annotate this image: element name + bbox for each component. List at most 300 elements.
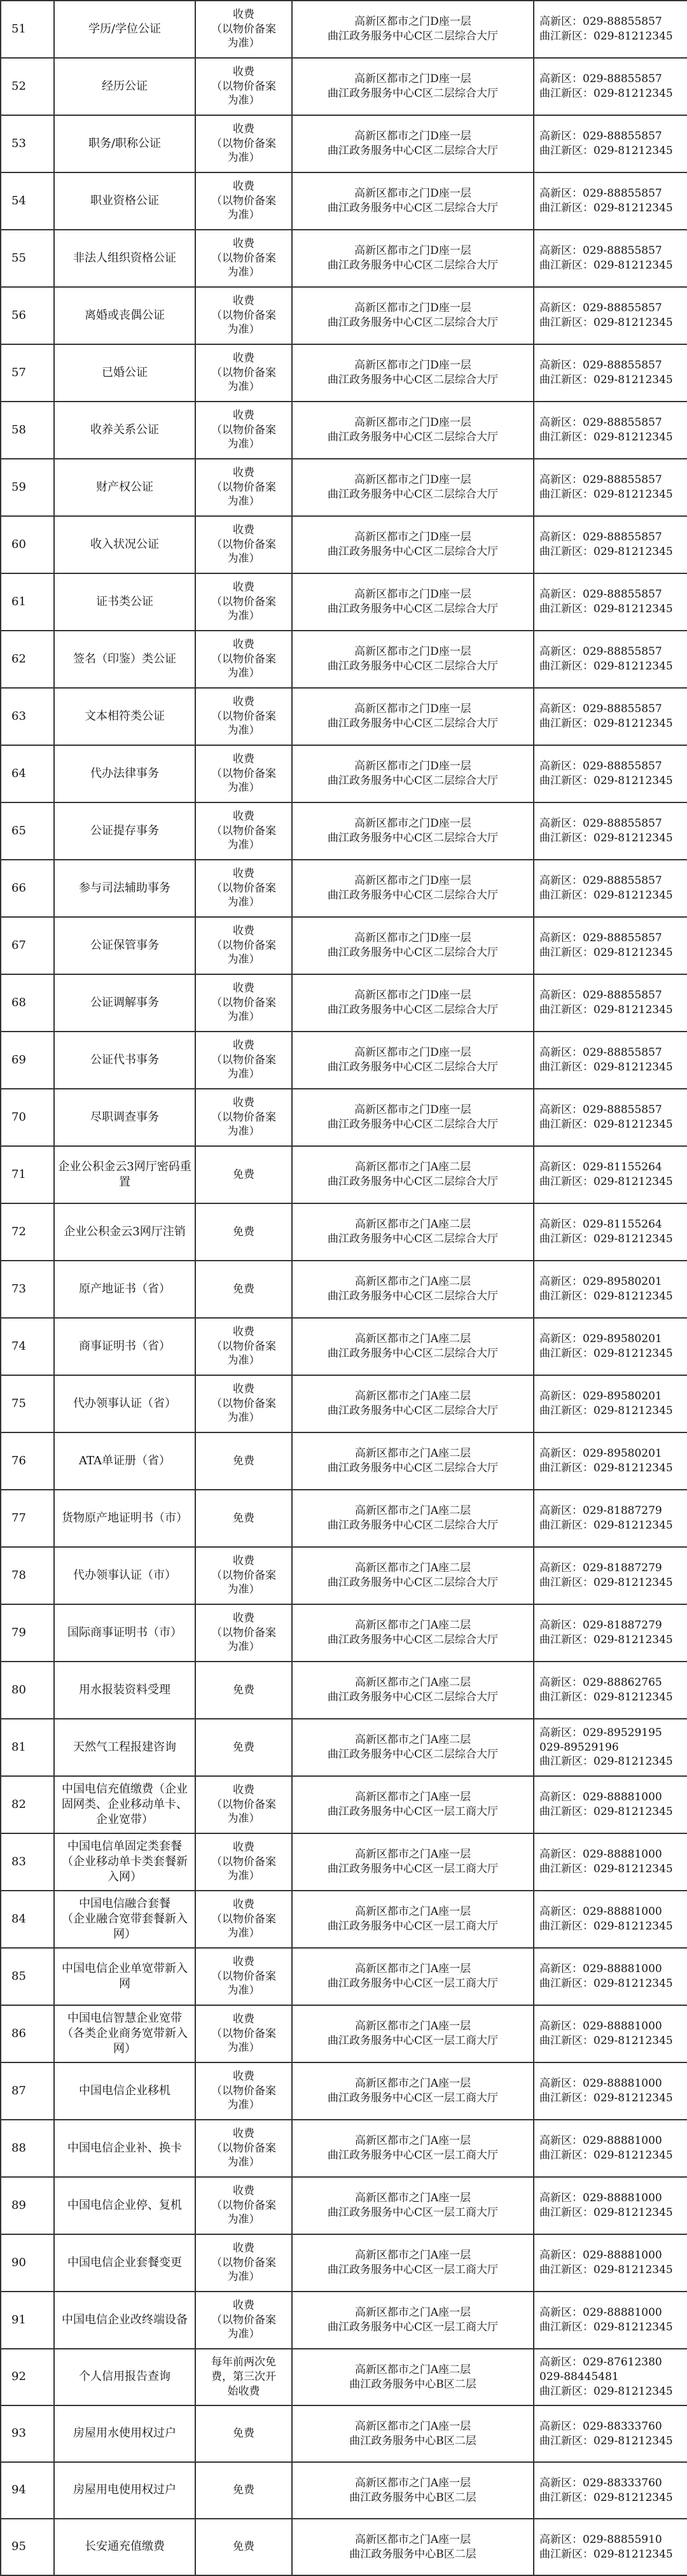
fee-status: [195, 459, 292, 516]
service-location-line: 曲江政务服务中心C区二层综合大厅: [327, 1290, 498, 1303]
fee-status-line: （以物价备案: [211, 2256, 276, 2269]
service-location: [292, 1719, 534, 1776]
service-name-line: 中国电信单固定类套餐: [67, 1839, 182, 1853]
fee-status-line: 为准）: [227, 2156, 260, 2169]
fee-status-line: 为准）: [227, 94, 260, 108]
service-location: [292, 1203, 534, 1261]
contact-phone-line: 曲江新区：029-81212345: [539, 1175, 673, 1188]
table-row: [1, 1375, 687, 1432]
service-name-line: 中国电信企业单宽带新入: [62, 1961, 188, 1975]
contact-phone: [534, 1662, 687, 1719]
service-name-line: 中国电信充值缴费（企业: [62, 1782, 188, 1796]
fee-status: [195, 344, 292, 402]
contact-phone: [534, 1318, 687, 1375]
fee-status-line: （以物价备案: [211, 652, 276, 666]
fee-status-line: （以物价备案: [211, 1110, 276, 1124]
service-location-line: 高新区都市之门A座二层: [354, 1562, 471, 1575]
table-row: [1, 1604, 687, 1662]
service-name: [54, 1261, 195, 1318]
service-location-line: 曲江政务服务中心C区二层综合大厅: [327, 545, 498, 558]
contact-phone-line: 高新区：029-88881000: [539, 2249, 662, 2262]
fee-status-line: 为准）: [227, 781, 260, 795]
service-location-line: 曲江政务服务中心C区一层工商大厅: [327, 2034, 498, 2047]
service-location: [292, 917, 534, 974]
service-location: [292, 1776, 534, 1833]
contact-phone: [534, 1146, 687, 1203]
service-name: [54, 631, 195, 688]
table-row: [1, 2120, 687, 2177]
fee-status-line: 为准）: [227, 2099, 260, 2112]
service-location-line: 高新区都市之门D座一层: [354, 703, 471, 716]
service-name: [54, 1089, 195, 1146]
service-name: [54, 1662, 195, 1719]
contact-phone: [534, 287, 687, 344]
fee-status-line: 为准）: [227, 839, 260, 852]
fee-status: [195, 402, 292, 459]
row-number: 54: [1, 172, 54, 230]
fee-status-line: 收费: [233, 2241, 254, 2255]
contact-phone-line: 高新区：029-88855857: [539, 932, 662, 945]
service-name-line: 财产权公证: [96, 480, 153, 494]
contact-phone: [534, 2120, 687, 2177]
service-name-line: 职业资格公证: [90, 193, 159, 207]
service-name-line: 网: [119, 1977, 130, 1991]
table-row: [1, 287, 687, 344]
service-name: [54, 2234, 195, 2292]
service-name: [54, 1, 195, 58]
service-location: [292, 1833, 534, 1891]
service-name: [54, 745, 195, 802]
contact-phone-line: 曲江新区：029-81212345: [539, 2149, 673, 2162]
fee-status: [195, 1318, 292, 1375]
service-location-line: 高新区都市之门A座一层: [354, 2419, 471, 2433]
contact-phone-line: 高新区：029-88855857: [539, 130, 662, 143]
service-name-line: 职务/职称公证: [88, 136, 162, 150]
fee-status-line: 为准）: [227, 266, 260, 279]
fee-status-line: 收费: [233, 2127, 254, 2140]
contact-phone-line: 高新区：029-88855857: [539, 187, 662, 200]
service-name: [54, 287, 195, 344]
service-name: [54, 1547, 195, 1604]
row-number: 52: [1, 58, 54, 115]
fee-status-line: 收费: [233, 1554, 254, 1567]
fee-status-line: （以物价备案: [211, 1569, 276, 1582]
fee-status-line: 为准）: [227, 1870, 260, 1883]
fee-status-line: 收费: [233, 2299, 254, 2312]
table-row: [1, 1032, 687, 1089]
service-location-line: 高新区都市之门D座一层: [354, 473, 471, 487]
row-number: 76: [1, 1432, 54, 1490]
fee-status: [195, 860, 292, 917]
fee-status: [195, 1490, 292, 1547]
contact-phone-line: 高新区：029-89580201: [539, 1333, 662, 1346]
fee-status-line: 收费: [233, 466, 254, 479]
fee-status-line: 免费: [233, 1168, 254, 1181]
table-row: [1, 688, 687, 745]
fee-status: [195, 1891, 292, 1948]
contact-phone-line: 高新区：029-88855857: [539, 817, 662, 830]
service-location: [292, 1547, 534, 1604]
fee-status-line: （以物价备案: [211, 309, 276, 322]
table-row: [1, 2062, 687, 2120]
row-number: 80: [1, 1662, 54, 1719]
contact-phone: [534, 1375, 687, 1432]
contact-phone: [534, 2405, 687, 2462]
fee-status-line: 为准）: [227, 1812, 260, 1826]
contact-phone: [534, 1948, 687, 2005]
service-location: [292, 688, 534, 745]
contact-phone-line: 高新区：029-88855857: [539, 588, 662, 601]
contact-phone-line: 曲江新区：029-81212345: [539, 1519, 673, 1532]
contact-phone: [534, 2005, 687, 2062]
service-name: [54, 58, 195, 115]
fee-status-line: 收费: [233, 65, 254, 78]
service-location-line: 曲江政务服务中心C区二层综合大厅: [327, 1175, 498, 1188]
fee-status-line: 为准）: [227, 2328, 260, 2341]
fee-status-line: （以物价备案: [211, 2199, 276, 2212]
service-name-line: 公证保管事务: [90, 938, 159, 952]
service-location-line: 高新区都市之门A座二层: [354, 1447, 471, 1460]
service-location-line: 高新区都市之门D座一层: [354, 760, 471, 773]
service-name-line: 中国电信企业停、复机: [67, 2198, 182, 2212]
fee-status-line: （以物价备案: [211, 1912, 276, 1926]
fee-status-line: 为准）: [227, 1125, 260, 1138]
contact-phone-line: 曲江新区：029-81212345: [539, 660, 673, 673]
service-location-line: 曲江政务服务中心C区二层综合大厅: [327, 1462, 498, 1474]
fee-status-line: （以物价备案: [211, 2084, 276, 2097]
fee-status: [195, 115, 292, 172]
contact-phone-line: 曲江新区：029-81212345: [539, 946, 673, 959]
fee-status-line: （以物价备案: [211, 1798, 276, 1811]
fee-status: [195, 2062, 292, 2120]
contact-phone-line: 曲江新区：029-81212345: [539, 30, 673, 43]
contact-phone: [534, 2292, 687, 2349]
service-location: [292, 2120, 534, 2177]
service-name-line: 入网）: [108, 1870, 142, 1884]
row-number: 59: [1, 459, 54, 516]
service-location-line: 曲江政务服务中心C区二层综合大厅: [327, 1691, 498, 1704]
table-row: [1, 2519, 687, 2575]
service-name: [54, 172, 195, 230]
contact-phone: [534, 2349, 687, 2405]
contact-phone-line: 高新区：029-88881000: [539, 2306, 662, 2320]
row-number: 53: [1, 115, 54, 172]
service-location-line: 高新区都市之门A座二层: [354, 1733, 471, 1747]
contact-phone: [534, 2234, 687, 2292]
contact-phone: [534, 1604, 687, 1662]
fee-status-line: 免费: [233, 1454, 254, 1467]
service-location-line: 高新区都市之门A座一层: [354, 1905, 471, 1919]
contact-phone-line: 曲江新区：029-81212345: [539, 431, 673, 444]
row-number: 64: [1, 745, 54, 802]
fee-status-line: （以物价备案: [211, 881, 276, 895]
fee-status-line: 为准）: [227, 1354, 260, 1368]
service-location: [292, 974, 534, 1032]
row-number: 95: [1, 2519, 54, 2575]
service-location: [292, 115, 534, 172]
table-row: [1, 2349, 687, 2405]
service-location-line: 曲江政务服务中心C区一层工商大厅: [327, 1920, 498, 1933]
contact-phone: [534, 402, 687, 459]
fee-status-line: 收费: [233, 523, 254, 536]
service-location-line: 曲江政务服务中心C区二层综合大厅: [327, 889, 498, 902]
service-location: [292, 2519, 534, 2575]
contact-phone-line: 高新区：029-88855857: [539, 1046, 662, 1060]
contact-phone: [534, 172, 687, 230]
table-row: [1, 1261, 687, 1318]
table-row: [1, 2005, 687, 2062]
fee-status-line: （以物价备案: [211, 710, 276, 723]
row-number: 60: [1, 516, 54, 573]
contact-phone-line: 高新区：029-88881000: [539, 2077, 662, 2090]
row-number: 55: [1, 230, 54, 287]
fee-status: [195, 287, 292, 344]
service-location-line: 曲江政务服务中心C区二层综合大厅: [327, 946, 498, 959]
service-name: [54, 2005, 195, 2062]
contact-phone-line: 曲江新区：029-81212345: [539, 2434, 673, 2447]
service-name-line: 用水报装资料受理: [79, 1683, 170, 1697]
service-location: [292, 1432, 534, 1490]
service-name-line: 收入状况公证: [90, 537, 159, 551]
contact-phone-line: 高新区：029-81887279: [539, 1619, 662, 1632]
fee-status: [195, 745, 292, 802]
table-row: [1, 917, 687, 974]
service-location-line: 高新区都市之门A座一层: [354, 2476, 471, 2489]
fee-status-line: 收费: [233, 409, 254, 422]
table-row: [1, 1776, 687, 1833]
contact-phone-line: 曲江新区：029-81212345: [539, 2384, 673, 2398]
contact-phone-line: 曲江新区：029-81212345: [539, 1576, 673, 1589]
contact-phone-line: 曲江新区：029-81212345: [539, 774, 673, 787]
service-location-line: 曲江政务服务中心C区二层综合大厅: [327, 374, 498, 386]
fee-status-line: 为准）: [227, 896, 260, 909]
service-name-line: 证书类公证: [96, 594, 153, 608]
fee-status-line: （以物价备案: [211, 480, 276, 494]
service-location: [292, 860, 534, 917]
contact-phone-line: 高新区：029-88855910: [539, 2533, 662, 2546]
service-name: [54, 230, 195, 287]
row-number: 61: [1, 573, 54, 631]
row-number: 68: [1, 974, 54, 1032]
service-location: [292, 1604, 534, 1662]
service-name: [54, 2462, 195, 2519]
row-number: 58: [1, 402, 54, 459]
service-location-line: 高新区都市之门D座一层: [354, 73, 471, 86]
row-number: 71: [1, 1146, 54, 1203]
service-name-line: 中国电信智慧企业宽带: [67, 2011, 182, 2025]
service-table-body: [1, 1, 687, 2575]
contact-phone: [534, 1203, 687, 1261]
fee-status-line: 为准）: [227, 1411, 260, 1425]
contact-phone-line: 高新区：029-88855857: [539, 1103, 662, 1117]
contact-phone-line: 高新区：029-89529195: [539, 1726, 662, 1739]
fee-status-line: 为准）: [227, 724, 260, 738]
fee-status-line: （以物价备案: [211, 80, 276, 93]
service-location: [292, 1375, 534, 1432]
service-location: [292, 2462, 534, 2519]
service-name-line: 个人信用报告查询: [79, 2370, 170, 2384]
service-location-line: 高新区都市之门D座一层: [354, 874, 471, 888]
table-row: [1, 230, 687, 287]
service-location-line: 曲江政务服务中心C区二层综合大厅: [327, 488, 498, 501]
contact-phone-line: 高新区：029-88855857: [539, 703, 662, 716]
contact-phone-line: 高新区：029-81887279: [539, 1504, 662, 1518]
service-name-line: 货物原产地证明书（市）: [62, 1511, 188, 1525]
fee-status-line: 收费: [233, 1955, 254, 1968]
row-number: 86: [1, 2005, 54, 2062]
contact-phone-line: 高新区：029-88881000: [539, 2020, 662, 2033]
table-row: [1, 344, 687, 402]
service-location: [292, 1032, 534, 1089]
service-name: [54, 2292, 195, 2349]
table-row: [1, 631, 687, 688]
service-location-line: 高新区都市之门A座二层: [354, 1390, 471, 1403]
contact-phone-line: 曲江新区：029-81212345: [539, 259, 673, 272]
service-name-line: 文本相符类公证: [85, 709, 165, 723]
fee-status-line: （以物价备案: [211, 366, 276, 379]
fee-status-line: 费，第三次开: [211, 2370, 276, 2384]
service-name-line: 签名（印鉴）类公证: [73, 652, 176, 666]
service-location-line: 曲江政务服务中心C区一层工商大厅: [327, 1977, 498, 1990]
contact-phone-line: 曲江新区：029-81212345: [539, 2092, 673, 2104]
table-row: [1, 2177, 687, 2234]
fee-status: [195, 2405, 292, 2462]
service-location: [292, 1490, 534, 1547]
service-name: [54, 459, 195, 516]
service-location-line: 高新区都市之门A座一层: [354, 1791, 471, 1804]
fee-status: [195, 1719, 292, 1776]
service-location-line: 曲江政务服务中心C区一层工商大厅: [327, 2264, 498, 2276]
table-row: [1, 2405, 687, 2462]
service-location-line: 曲江政务服务中心C区二层综合大厅: [327, 717, 498, 730]
service-location-line: 高新区都市之门A座一层: [354, 2533, 471, 2546]
contact-phone-line: 高新区：029-88855857: [539, 73, 662, 86]
fee-status-line: （以物价备案: [211, 767, 276, 780]
row-number: 70: [1, 1089, 54, 1146]
fee-status-line: 为准）: [227, 2271, 260, 2284]
service-name-line: 已婚公证: [102, 365, 148, 379]
fee-status: [195, 1203, 292, 1261]
fee-status-line: 收费: [233, 1840, 254, 1854]
service-name: [54, 1833, 195, 1891]
service-location: [292, 172, 534, 230]
row-number: 84: [1, 1891, 54, 1948]
service-name: [54, 1948, 195, 2005]
fee-status: [195, 2234, 292, 2292]
contact-phone: [534, 2519, 687, 2575]
fee-status: [195, 1662, 292, 1719]
contact-phone: [534, 745, 687, 802]
contact-phone-line: 029-88445481: [539, 2370, 619, 2384]
service-name-line: 代办法律事务: [90, 766, 159, 780]
service-name-line: （各类企业商务宽带新入: [62, 2026, 188, 2040]
contact-phone-line: 高新区：029-88881000: [539, 1963, 662, 1976]
fee-status-line: 收费: [233, 237, 254, 250]
service-name-line: 中国电信企业改终端设备: [62, 2313, 188, 2327]
service-location-line: 曲江政务服务中心C区二层综合大厅: [327, 431, 498, 444]
service-location: [292, 1662, 534, 1719]
fee-status-line: （以物价备案: [211, 1053, 276, 1067]
service-name-line: （企业融合宽带套餐新入: [62, 1912, 188, 1926]
service-location: [292, 402, 534, 459]
service-location-line: 曲江政务服务中心C区二层综合大厅: [327, 832, 498, 844]
service-name-line: 学历/学位公证: [88, 22, 162, 36]
service-location-line: 曲江政务服务中心C区二层综合大厅: [327, 1118, 498, 1131]
contact-phone: [534, 860, 687, 917]
table-row: [1, 1089, 687, 1146]
table-row: [1, 459, 687, 516]
service-location: [292, 1891, 534, 1948]
contact-phone-line: 曲江新区：029-81212345: [539, 87, 673, 100]
contact-phone-line: 高新区：029-88333760: [539, 2419, 662, 2433]
row-number: 83: [1, 1833, 54, 1891]
service-name-line: 长安通充值缴费: [85, 2540, 165, 2554]
table-row: [1, 516, 687, 573]
fee-status-line: （以物价备案: [211, 538, 276, 551]
row-number: 78: [1, 1547, 54, 1604]
contact-phone-line: 曲江新区：029-81212345: [539, 2264, 673, 2276]
fee-status: [195, 2462, 292, 2519]
service-location-line: 高新区都市之门A座一层: [354, 1848, 471, 1861]
fee-status: [195, 1375, 292, 1432]
table-row: [1, 974, 687, 1032]
service-location-line: 高新区都市之门D座一层: [354, 130, 471, 143]
fee-status-line: 收费: [233, 638, 254, 651]
service-name-line: 中国电信融合套餐: [79, 1896, 170, 1910]
fee-status-line: 收费: [233, 351, 254, 365]
service-location: [292, 2349, 534, 2405]
fee-status-line: 收费: [233, 924, 254, 937]
fee-status-line: 收费: [233, 809, 254, 823]
table-row: [1, 115, 687, 172]
fee-status-line: 免费: [233, 1225, 254, 1238]
contact-phone-line: 高新区：029-88855857: [539, 645, 662, 659]
fee-status: [195, 2292, 292, 2349]
service-name-line: 中国电信企业套餐变更: [67, 2255, 182, 2269]
fee-status-line: 为准）: [227, 1984, 260, 1998]
service-location-line: 曲江政务服务中心C区二层综合大厅: [327, 316, 498, 329]
contact-phone-line: 曲江新区：029-81212345: [539, 1920, 673, 1933]
service-location: [292, 230, 534, 287]
service-location: [292, 802, 534, 860]
contact-phone-line: 高新区：029-88855857: [539, 302, 662, 315]
contact-phone: [534, 1891, 687, 1948]
table-row: [1, 2234, 687, 2292]
service-location: [292, 2062, 534, 2120]
service-name-line: 商事证明书（省）: [79, 1339, 170, 1353]
contact-phone-line: 曲江新区：029-81212345: [539, 1290, 673, 1303]
service-location-line: 曲江政务服务中心C区二层综合大厅: [327, 259, 498, 272]
fee-status: [195, 1776, 292, 1833]
fee-status-line: 为准）: [227, 438, 260, 451]
service-name-line: 国际商事证明书（市）: [67, 1625, 182, 1639]
contact-phone-line: 高新区：029-88855857: [539, 416, 662, 430]
service-name: [54, 516, 195, 573]
contact-phone-line: 曲江新区：029-81212345: [539, 1691, 673, 1704]
service-name: [54, 1318, 195, 1375]
fee-status: [195, 2177, 292, 2234]
row-number: 82: [1, 1776, 54, 1833]
contact-phone-line: 高新区：029-88855857: [539, 359, 662, 372]
service-location-line: 高新区都市之门A座一层: [354, 2020, 471, 2033]
fee-status-line: 收费: [233, 752, 254, 766]
contact-phone: [534, 2062, 687, 2120]
service-location-line: 曲江政务服务中心C区二层综合大厅: [327, 774, 498, 787]
contact-phone: [534, 1719, 687, 1776]
row-number: 63: [1, 688, 54, 745]
service-name: [54, 1891, 195, 1948]
fee-status-line: 为准）: [227, 1011, 260, 1024]
